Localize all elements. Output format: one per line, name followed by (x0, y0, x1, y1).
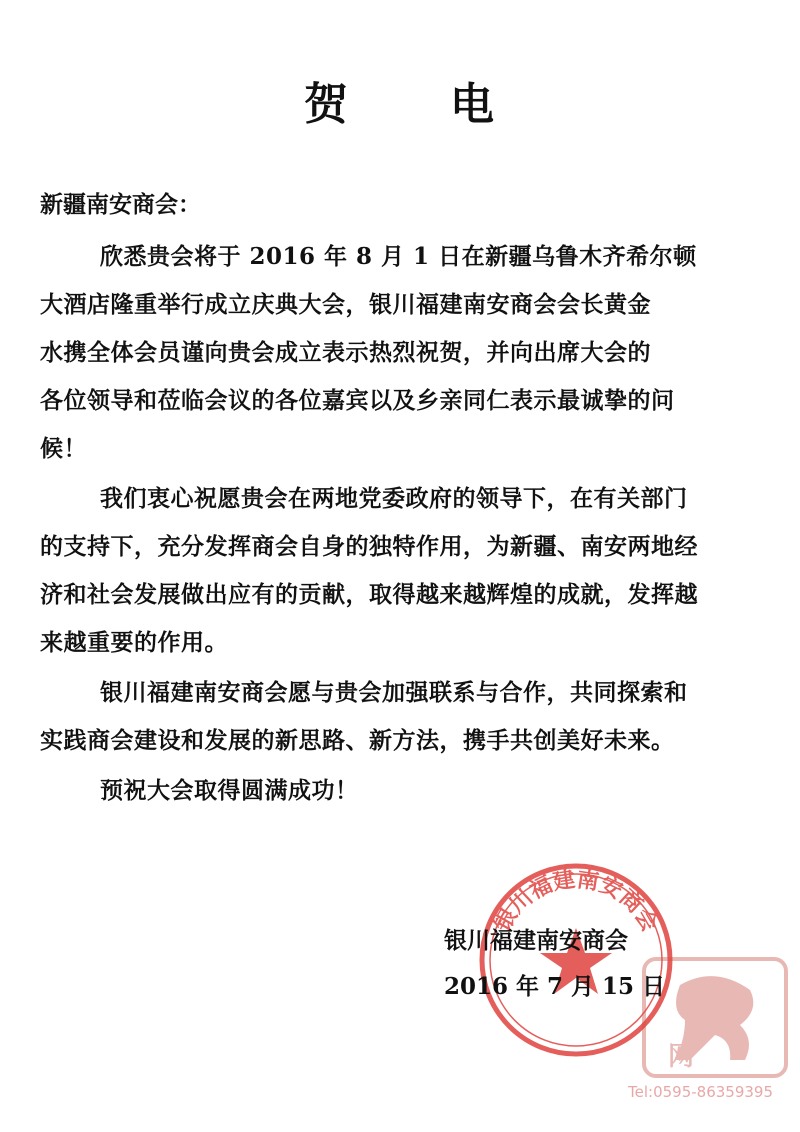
signature-organization: 银川福建南安商会 (444, 927, 628, 954)
paragraph-1-line-2: 大酒店隆重举行成立庆典大会，银川福建南安商会会长黄金 (40, 291, 651, 318)
paragraph-3-line-1: 银川福建南安商会愿与贵会加强联系与合作，共同探索和 (100, 679, 688, 706)
signature-date: 2016 年 7 月 15 日 (444, 973, 666, 1000)
seal-text: 银川福建南安商会 (489, 866, 663, 937)
paragraph-2-line-3: 济和社会发展做出应有的贡献，取得越来越辉煌的成就，发挥越 (40, 581, 698, 608)
paragraph-3-line-2: 实践商会建设和发展的新思路、新方法，携手共创美好未来。 (40, 727, 675, 754)
footer-tel: Tel:0595-86359395 (628, 1083, 773, 1101)
document-title (0, 68, 800, 132)
title-char-he: 贺 (304, 79, 350, 130)
paragraph-2-line-1: 我们衷心祝愿贵会在两地党委政府的领导下，在有关部门 (100, 485, 688, 512)
salutation: 新疆南安商会： (40, 191, 201, 218)
title-char-dian: 电 (450, 79, 496, 130)
watermark-text: 网 (668, 1042, 695, 1072)
paragraph-1-line-5: 候！ (40, 435, 87, 462)
paragraph-2-line-4: 来越重要的作用。 (40, 629, 228, 656)
official-seal (476, 860, 676, 1060)
paragraph-1-line-1: 欣悉贵会将于 2016 年 8 月 1 日在新疆乌鲁木齐希尔顿 (100, 243, 697, 270)
paragraph-4-line-1: 预祝大会取得圆满成功！ (100, 777, 359, 804)
paragraph-1-line-3: 水携全体会员谨向贵会成立表示热烈祝贺，并向出席大会的 (40, 339, 651, 366)
paragraph-2-line-2: 的支持下，充分发挥商会自身的独特作用，为新疆、南安两地经 (40, 533, 698, 560)
paragraph-1-line-4: 各位领导和莅临会议的各位嘉宾以及乡亲同仁表示最诚挚的问 (40, 387, 675, 414)
